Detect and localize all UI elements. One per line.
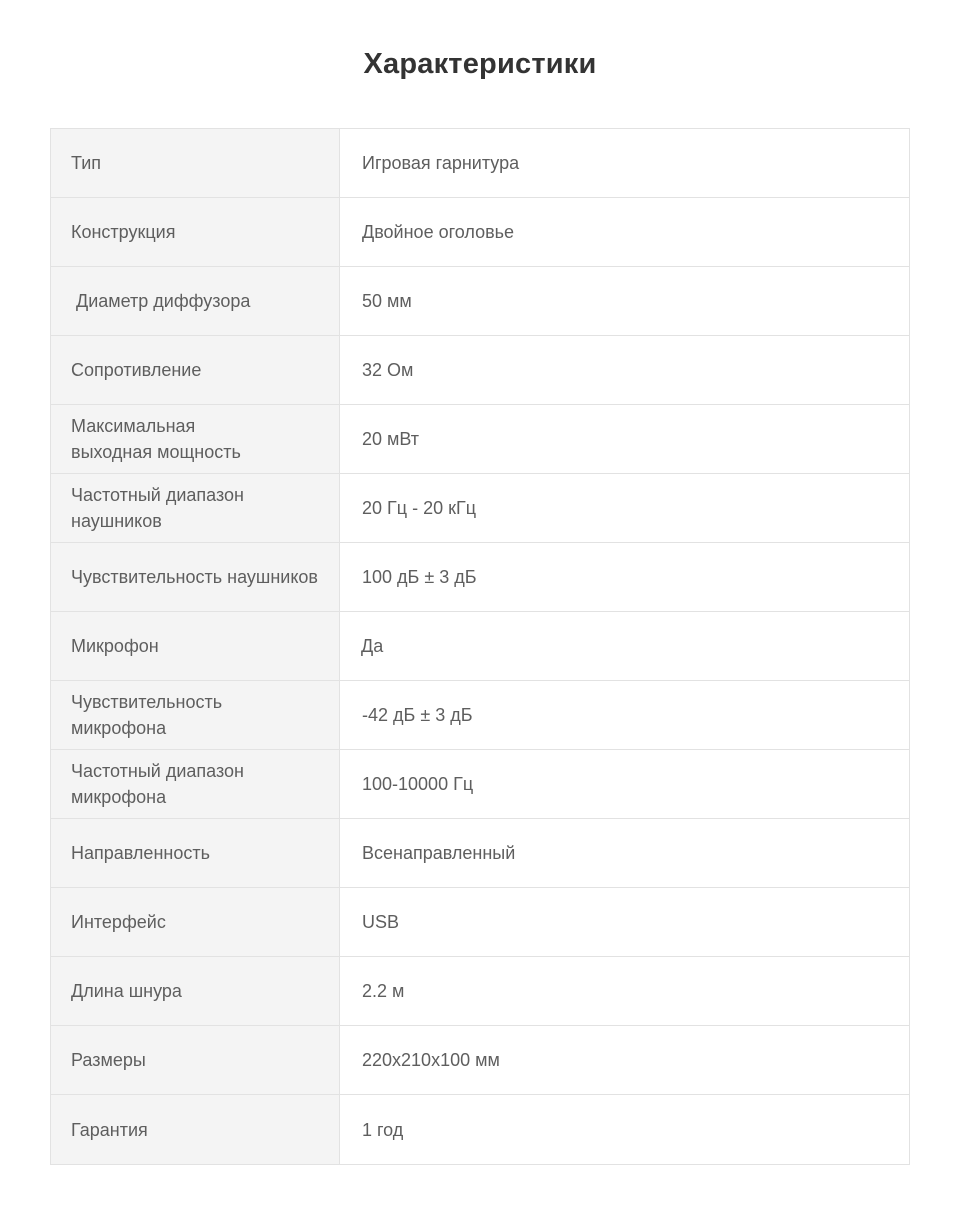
- spec-value: Всенаправленный: [340, 819, 909, 887]
- spec-label: Конструкция: [51, 198, 340, 266]
- spec-label: Длина шнура: [51, 957, 340, 1025]
- spec-label: Частотный диапазон наушников: [51, 474, 340, 542]
- spec-row-cable-length: [51, 957, 909, 1026]
- spec-label: Чувствительность наушников: [51, 543, 340, 611]
- spec-row-max-power: [51, 405, 909, 474]
- spec-label: Направленность: [51, 819, 340, 887]
- spec-row-mic-frequency: [51, 750, 909, 819]
- spec-value: 1 год: [340, 1095, 909, 1164]
- spec-row-dimensions: [51, 1026, 909, 1095]
- spec-table: [50, 128, 910, 1165]
- spec-row-driver-diameter: [51, 267, 909, 336]
- spec-value: 220x210x100 мм: [340, 1026, 909, 1094]
- spec-row-impedance: [51, 336, 909, 405]
- spec-value: Да: [340, 612, 909, 680]
- spec-label: Интерфейс: [51, 888, 340, 956]
- spec-label: Диаметр диффузора: [51, 267, 340, 335]
- spec-value: 100-10000 Гц: [340, 750, 909, 818]
- spec-label: Тип: [51, 129, 340, 197]
- spec-row-interface: [51, 888, 909, 957]
- spec-value: Игровая гарнитура: [340, 129, 909, 197]
- spec-row-headphone-sensitivity: [51, 543, 909, 612]
- page-title: Характеристики: [363, 48, 597, 80]
- spec-value: 100 дБ ± 3 дБ: [340, 543, 909, 611]
- spec-row-directivity: [51, 819, 909, 888]
- spec-row-microphone: [51, 612, 909, 681]
- spec-label: Чувствительность микрофона: [51, 681, 340, 749]
- spec-row-warranty: [51, 1095, 909, 1164]
- spec-row-type: [51, 129, 909, 198]
- spec-value: 20 Гц - 20 кГц: [340, 474, 909, 542]
- spec-value: 2.2 м: [340, 957, 909, 1025]
- spec-row-headphone-frequency: [51, 474, 909, 543]
- spec-label: Частотный диапазон микрофона: [51, 750, 340, 818]
- spec-row-construction: [51, 198, 909, 267]
- spec-value: USB: [340, 888, 909, 956]
- spec-label: Сопротивление: [51, 336, 340, 404]
- spec-value: Двойное оголовье: [340, 198, 909, 266]
- spec-value: -42 дБ ± 3 дБ: [340, 681, 909, 749]
- spec-label: Гарантия: [51, 1095, 340, 1164]
- spec-label: Микрофон: [51, 612, 340, 680]
- spec-row-mic-sensitivity: [51, 681, 909, 750]
- spec-label: Максимальная выходная мощность: [51, 405, 340, 473]
- spec-value: 32 Ом: [340, 336, 909, 404]
- spec-value: 20 мВт: [340, 405, 909, 473]
- spec-label: Размеры: [51, 1026, 340, 1094]
- spec-value: 50 мм: [340, 267, 909, 335]
